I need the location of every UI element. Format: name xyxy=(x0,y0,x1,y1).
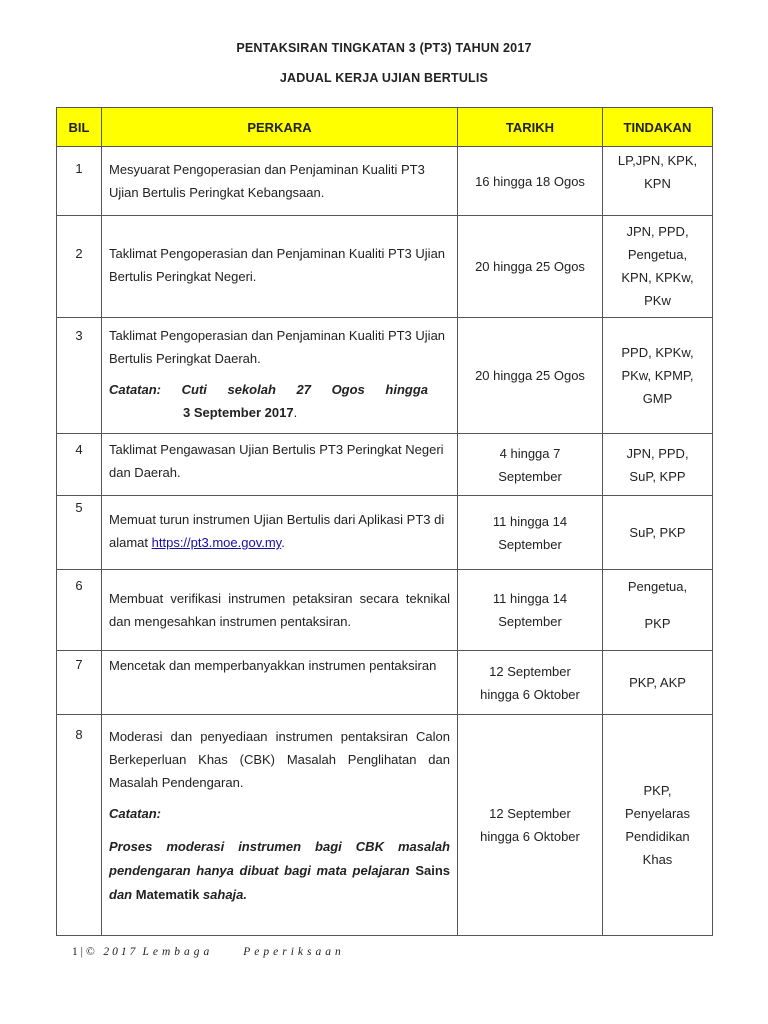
table-row xyxy=(57,216,713,318)
header-tarikh: TARIKH xyxy=(458,108,603,147)
row-tindakan: PKP, Penyelaras Pendidikan Khas xyxy=(603,715,713,936)
row-perkara xyxy=(109,508,450,554)
row-tindakan: PPD, KPKw, PKw, KPMP, GMP xyxy=(603,318,713,434)
perkara-text-end: . xyxy=(281,535,285,550)
row-tarikh: 4 hingga 7 September xyxy=(458,434,603,496)
catatan-date: 3 September 2017 xyxy=(183,405,294,420)
table-row xyxy=(57,496,713,570)
row-tarikh: 12 September hingga 6 Oktober xyxy=(458,651,603,715)
catatan-note xyxy=(109,835,450,907)
row-tarikh: 16 hingga 18 Ogos xyxy=(458,147,603,216)
row-tarikh: 11 hingga 14 September xyxy=(458,570,603,651)
catatan-subject: Matematik xyxy=(135,887,200,902)
row-tindakan: JPN, PPD, Pengetua, KPN, KPKw, PKw xyxy=(603,216,713,318)
table-row xyxy=(57,715,713,936)
row-bil: 3 xyxy=(57,318,102,434)
row-perkara: Mencetak dan memperbanyakkan instrumen pentaksiran xyxy=(109,658,437,673)
catatan-text: dan xyxy=(109,887,136,902)
catatan-word: Ogos xyxy=(331,382,365,397)
moe-link[interactable]: https://pt3.moe.gov.my xyxy=(151,535,282,550)
header-tindakan: TINDAKAN xyxy=(603,108,713,147)
header-perkara: PERKARA xyxy=(102,108,458,147)
row-perkara: Taklimat Pengoperasian dan Penjaminan Kualiti PT3 Ujian Bertulis Peringkat Daerah. xyxy=(109,328,446,366)
row-bil: 6 xyxy=(57,570,102,651)
row-perkara: Membuat verifikasi instrumen petaksiran secara teknikal dan mengesahkan instrumen pentaksiran. xyxy=(109,591,450,629)
footer-org: Peperiksaan xyxy=(243,946,345,958)
document-title: PENTAKSIRAN TINGKATAN 3 (PT3) TAHUN 2017 xyxy=(236,41,532,55)
schedule-table xyxy=(56,107,713,936)
catatan-word: 27 xyxy=(296,382,311,397)
row-bil: 5 xyxy=(57,496,102,570)
row-tindakan: PKP, AKP xyxy=(603,651,713,715)
tindakan-line: Pengetua, xyxy=(627,579,688,594)
row-tindakan: LP,JPN, KPK, KPN xyxy=(603,147,713,216)
catatan-word: hingga xyxy=(385,382,428,397)
catatan-text: sahaja. xyxy=(199,887,248,902)
document-subtitle: JADUAL KERJA UJIAN BERTULIS xyxy=(279,71,489,85)
catatan-label: Catatan: xyxy=(109,806,162,821)
page-number: 1 | xyxy=(72,946,86,958)
row-bil: 7 xyxy=(57,651,102,715)
row-bil: 1 xyxy=(57,147,102,216)
row-bil: 4 xyxy=(57,434,102,496)
row-tarikh: 11 hingga 14 September xyxy=(458,496,603,570)
header-bil: BIL xyxy=(57,108,102,147)
catatan-word: Cuti xyxy=(181,382,207,397)
table-header-row xyxy=(57,108,713,147)
catatan-date-line: 3 September 2017. xyxy=(183,405,298,420)
copyright: © 2017 xyxy=(85,946,139,958)
row-tindakan xyxy=(603,570,713,651)
table-row xyxy=(57,147,713,216)
row-perkara: Taklimat Pengoperasian dan Penjaminan Kualiti PT3 Ujian Bertulis Peringkat Negeri. xyxy=(109,246,446,284)
row-perkara: Taklimat Pengawasan Ujian Bertulis PT3 Peringkat Negeri dan Daerah. xyxy=(109,442,444,480)
row-perkara: Mesyuarat Pengoperasian dan Penjaminan Kualiti PT3 Ujian Bertulis Peringkat Kebangsaan. xyxy=(109,162,425,200)
row-bil: 2 xyxy=(57,216,102,318)
row-tindakan: SuP, PKP xyxy=(603,496,713,570)
catatan-word: sekolah xyxy=(227,382,276,397)
tindakan-line: PKP xyxy=(644,616,671,631)
catatan-subject: Sains xyxy=(415,863,450,878)
row-tindakan: JPN, PPD, SuP, KPP xyxy=(603,434,713,496)
catatan-note xyxy=(109,378,450,401)
catatan-text: Proses moderasi instrumen bagi CBK masalah pendengaran hanya dibuat bagi mata pelajaran xyxy=(109,839,450,878)
footer-org: Lembaga xyxy=(142,946,214,958)
table-row xyxy=(57,651,713,715)
page-footer xyxy=(72,946,345,958)
row-bil: 8 xyxy=(57,715,102,936)
row-tarikh: 20 hingga 25 Ogos xyxy=(458,318,603,434)
perkara-text: Memuat turun instrumen Ujian Bertulis dari Aplikasi PT3 di alamat xyxy=(109,512,445,550)
row-tarikh: 12 September hingga 6 Oktober xyxy=(458,715,603,936)
table-row xyxy=(57,570,713,651)
row-perkara: Moderasi dan penyediaan instrumen pentaksiran Calon Berkeperluan Khas (CBK) Masalah Penglihatan dan Masalah Pendengaran. xyxy=(109,729,450,790)
catatan-label: Catatan: xyxy=(109,382,162,397)
table-row xyxy=(57,318,713,434)
row-tarikh: 20 hingga 25 Ogos xyxy=(458,216,603,318)
table-row xyxy=(57,434,713,496)
